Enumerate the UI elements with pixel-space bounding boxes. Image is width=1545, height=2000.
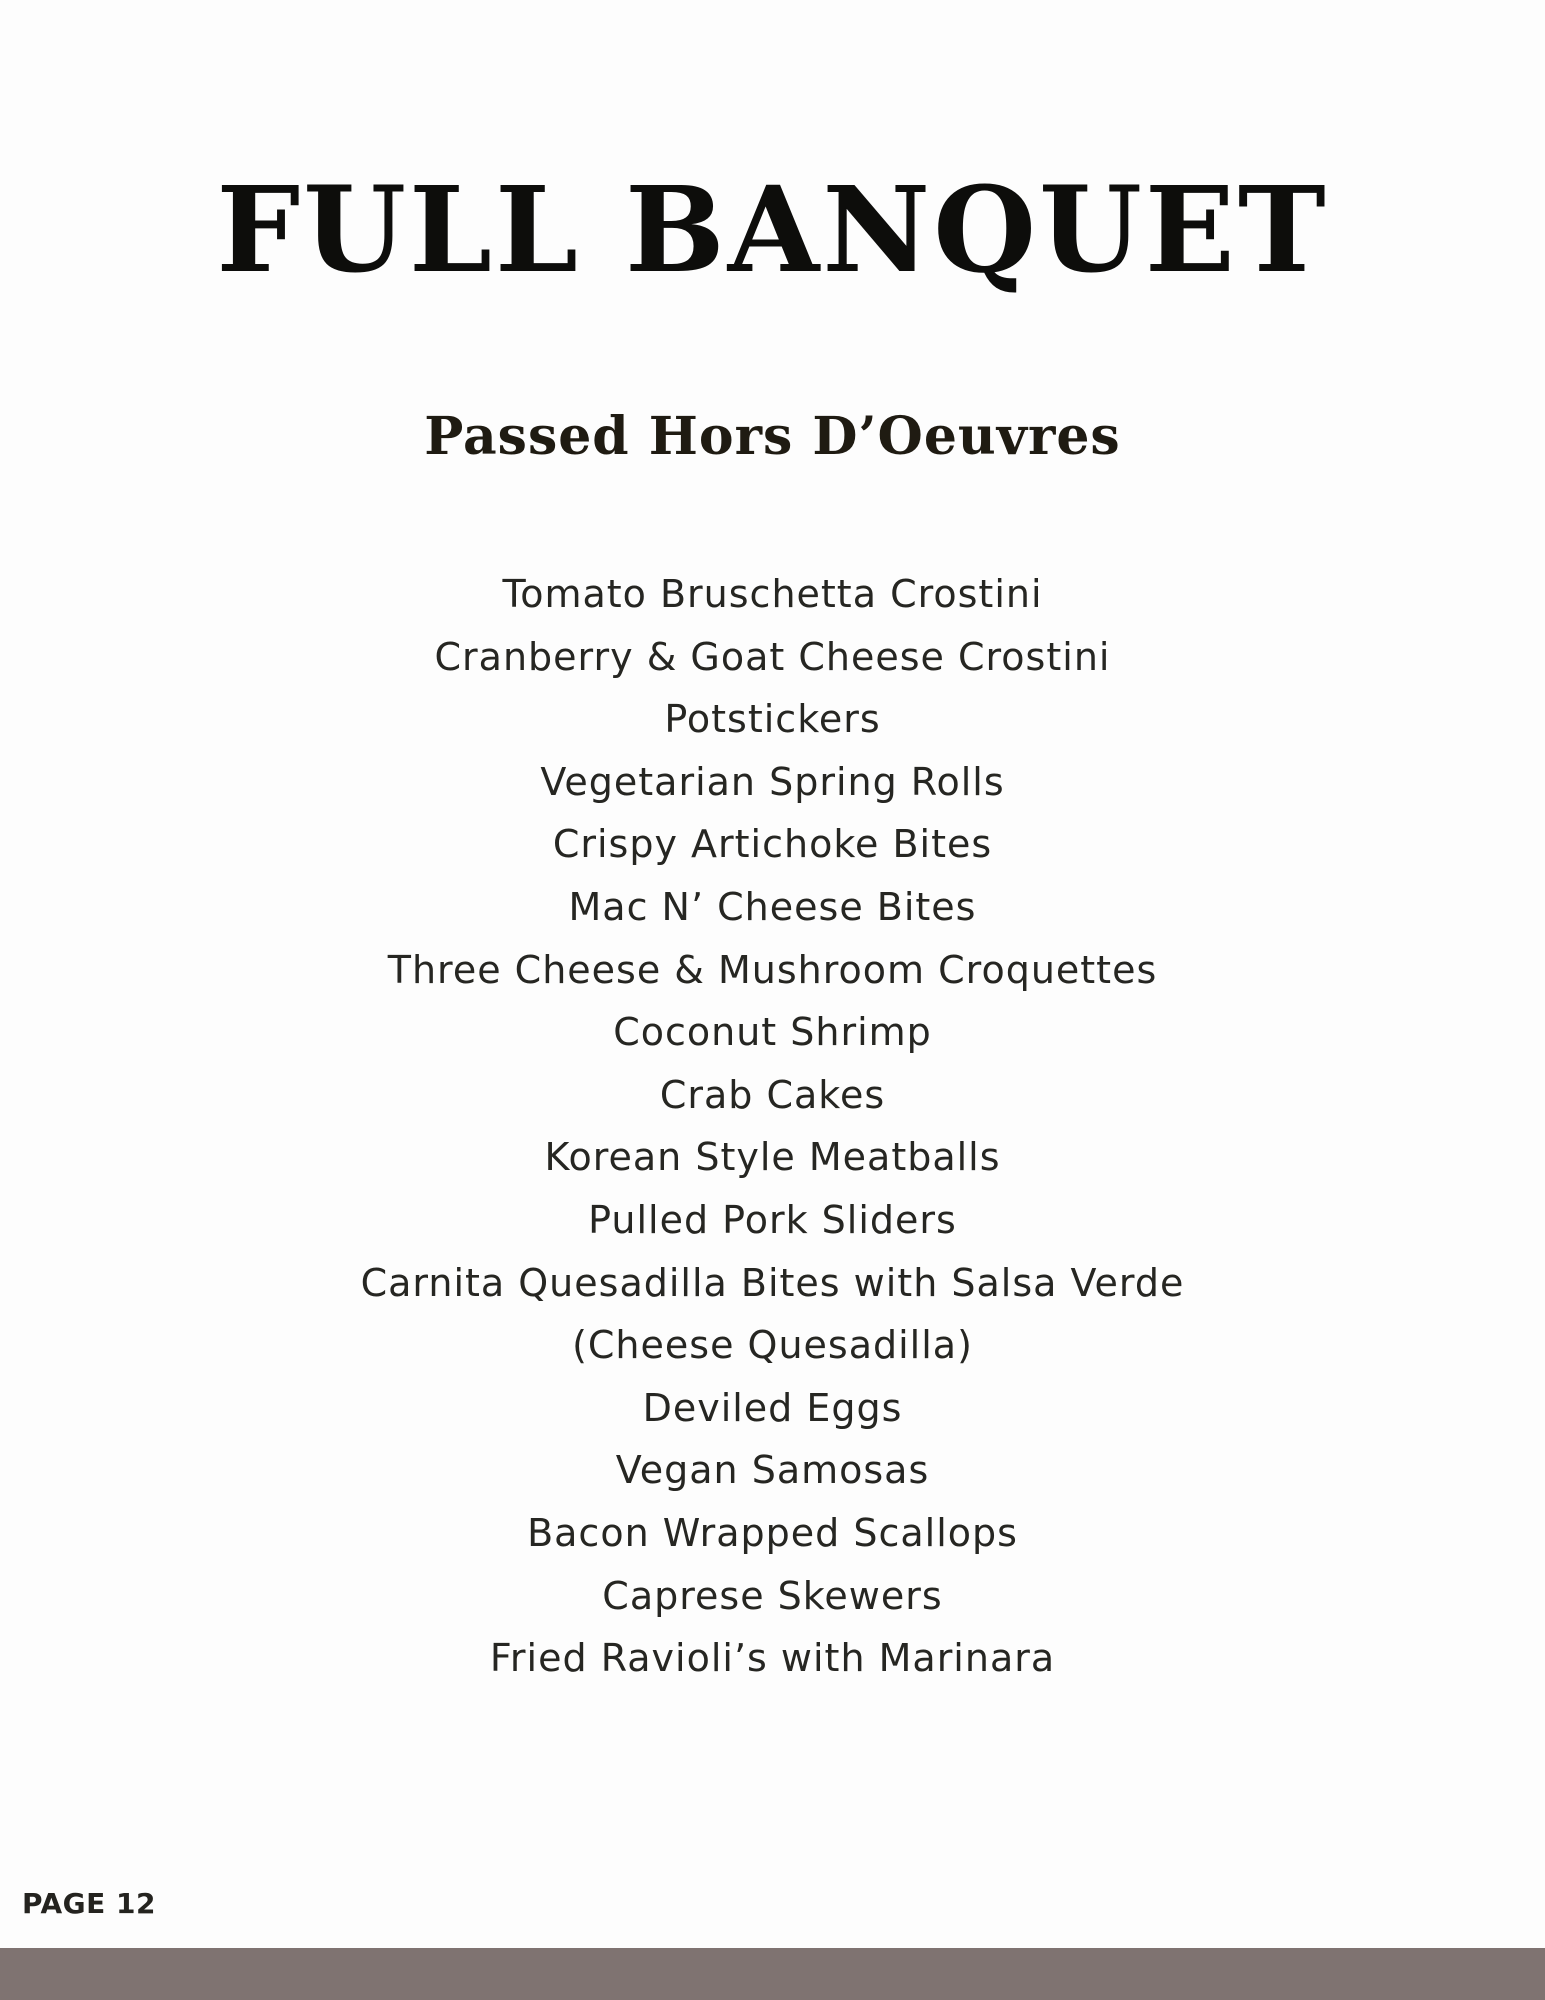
- section-title: Passed Hors D’Oeuvres: [424, 406, 1121, 467]
- menu-item: Three Cheese & Mushroom Croquettes: [387, 947, 1158, 992]
- menu-item: Coconut Shrimp: [613, 1010, 932, 1055]
- menu-item: Vegetarian Spring Rolls: [540, 759, 1005, 804]
- menu-item: Vegan Samosas: [615, 1448, 930, 1493]
- menu-item: (Cheese Quesadilla): [572, 1323, 973, 1368]
- menu-item: Potstickers: [664, 697, 881, 742]
- menu-item: Caprese Skewers: [602, 1573, 943, 1618]
- menu-item: Cranberry & Goat Cheese Crostini: [434, 634, 1111, 679]
- menu-item: Tomato Bruschetta Crostini: [502, 572, 1043, 616]
- page-number: PAGE 12: [22, 1887, 156, 1920]
- menu-item-list: [0, 563, 1545, 1690]
- menu-item: Mac N’ Cheese Bites: [568, 884, 977, 929]
- menu-item: Crab Cakes: [659, 1072, 886, 1117]
- menu-item: Bacon Wrapped Scallops: [527, 1510, 1018, 1555]
- page-title: FULL BANQUET: [216, 160, 1329, 299]
- menu-item: Korean Style Meatballs: [544, 1135, 1001, 1180]
- menu-item: Pulled Pork Sliders: [588, 1197, 957, 1242]
- menu-item: Deviled Eggs: [642, 1385, 903, 1430]
- menu-item: Fried Ravioli’s with Marinara: [489, 1636, 1056, 1681]
- footer-bar: [0, 1948, 1545, 2000]
- menu-item: Crispy Artichoke Bites: [552, 822, 993, 867]
- menu-item: Carnita Quesadilla Bites with Salsa Verde: [360, 1260, 1185, 1305]
